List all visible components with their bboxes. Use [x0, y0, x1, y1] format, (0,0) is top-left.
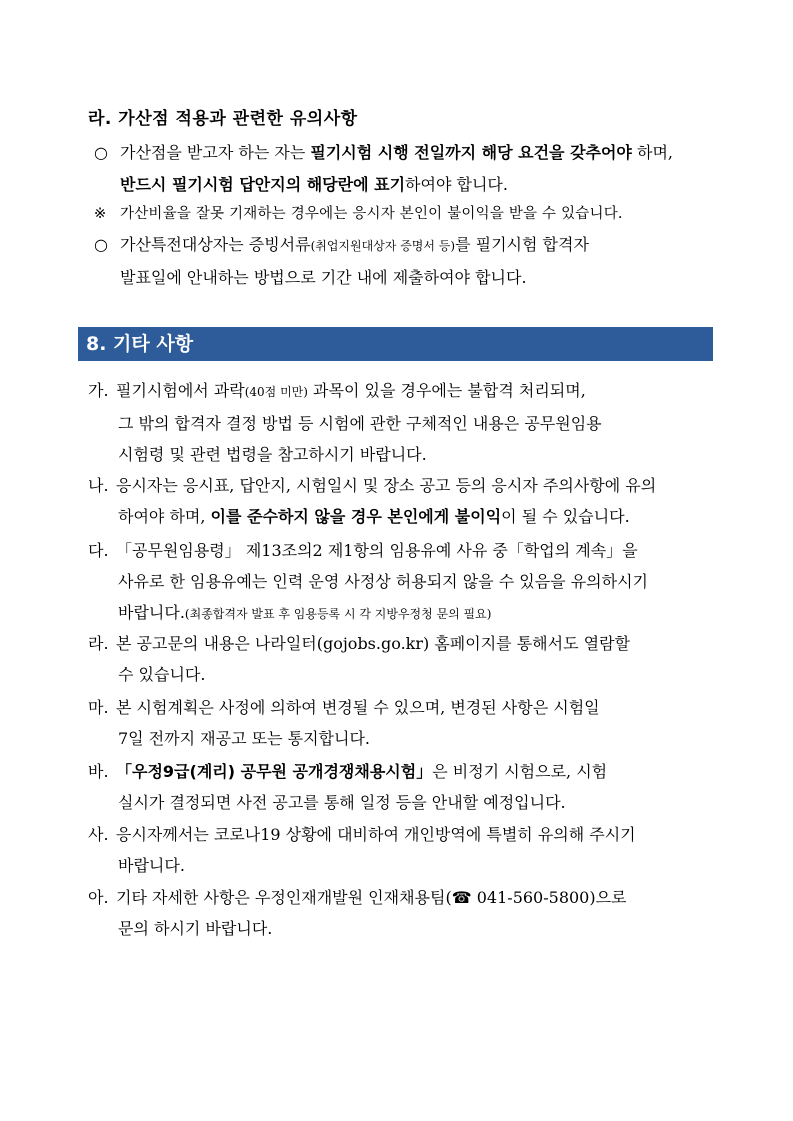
item-label: 마. — [88, 698, 109, 717]
item1-bold-a: 필기시험 시행 전일까지 해당 요건을 갖추어야 — [310, 143, 632, 162]
item-label: 라. — [88, 634, 109, 653]
ra-line1: 본 공고문의 내용은 나라일터(gojobs.go.kr) 홈페이지를 통해서도 열람할 — [116, 634, 630, 653]
a-line1-b: )으로 — [589, 888, 627, 907]
item-label: 사. — [88, 825, 109, 844]
da-line3-a: 바랍니다. — [118, 603, 185, 622]
item2-text-a: 가산특전대상자는 증빙서류 — [120, 235, 311, 254]
phone-number: 041-560-5800 — [471, 888, 590, 907]
item2-text-c: 발표일에 안내하는 방법으로 기간 내에 제출하여야 합니다. — [120, 268, 527, 287]
da-line2: 사유로 한 임용유예는 인력 운영 사정상 허용되지 않을 수 있음을 유의하시기 — [118, 572, 648, 591]
circle-bullet-icon: ○ — [94, 235, 108, 254]
item1-text-a: 가산점을 받고자 하는 자는 — [120, 143, 311, 162]
list-item-a — [88, 882, 720, 944]
na-line2-b: 이 될 수 있습니다. — [501, 507, 630, 526]
item1-bold-b: 반드시 필기시험 답안지의 해당란에 표기 — [120, 175, 406, 194]
item-label: 가. — [88, 381, 109, 400]
bonus-warning-note — [94, 198, 724, 230]
item1-text-b: 하며, — [631, 143, 673, 162]
na-line1: 응시자는 응시표, 답안지, 시험일시 및 장소 공고 등의 응시자 주의사항에 유의 — [116, 476, 657, 495]
da-line3-small: (최종합격자 발표 후 임용등록 시 각 지방우정청 문의 필요) — [184, 607, 492, 621]
ba-line2: 실시가 결정되면 사전 공고를 통해 일정 등을 안내할 예정입니다. — [118, 793, 566, 812]
na-line2-a: 하여야 하며, — [118, 507, 211, 526]
list-item-ga — [88, 375, 720, 470]
list-item-ma — [88, 692, 720, 754]
ga-line3: 시험령 및 관련 법령을 참고하시기 바랍니다. — [118, 445, 427, 464]
item-label: 바. — [88, 762, 109, 781]
ba-line1-b: 은 비정기 시험으로, 시험 — [432, 762, 608, 781]
reference-mark-icon: ※ — [94, 206, 107, 222]
item1-text-c: 하여야 합니다. — [405, 175, 508, 194]
list-item-ba — [88, 756, 720, 818]
section-8-title-bar: 8. 기타 사항 — [78, 327, 713, 361]
item2-text-b: 를 필기시험 합격자 — [455, 235, 589, 254]
sa-line1: 응시자께서는 코로나19 상황에 대비하여 개인방역에 특별히 유의해 주시기 — [116, 825, 636, 844]
bonus-notice-item-1 — [94, 137, 724, 201]
phone-icon: ☎ — [451, 888, 472, 907]
sa-line2: 바랍니다. — [118, 856, 185, 875]
item2-small: (취업지원대상자 증명서 등) — [310, 239, 456, 253]
ra-line2: 수 있습니다. — [118, 665, 206, 684]
ga-line1-a: 필기시험에서 과락 — [116, 381, 245, 400]
list-item-da — [88, 535, 720, 630]
item-label: 나. — [88, 476, 109, 495]
ga-line1-small: (40점 미만) — [244, 385, 308, 399]
ba-line1-bold: 「우정9급(계리) 공무원 공개경쟁채용시험」 — [116, 762, 433, 781]
section-ra-heading: 라. 가산점 적용과 관련한 유의사항 — [88, 109, 358, 129]
item-label: 아. — [88, 888, 109, 907]
da-line1: 「공무원임용령」 제13조의2 제1항의 임용유예 사유 중「학업의 계속」을 — [116, 541, 638, 560]
a-line2: 문의 하시기 바랍니다. — [118, 919, 273, 938]
item-label: 다. — [88, 541, 109, 560]
note-text: 가산비율을 잘못 기재하는 경우에는 응시자 본인이 불이익을 받을 수 있습니다. — [120, 206, 623, 222]
ma-line2: 7일 전까지 재공고 또는 통지합니다. — [118, 729, 370, 748]
list-item-sa — [88, 819, 720, 881]
bonus-notice-item-2 — [94, 229, 724, 294]
ga-line2: 그 밖의 합격자 결정 방법 등 시험에 관한 구체적인 내용은 공무원임용 — [118, 414, 602, 433]
circle-bullet-icon: ○ — [94, 143, 108, 162]
ma-line1: 본 시험계획은 사정에 의하여 변경될 수 있으며, 변경된 사항은 시험일 — [116, 698, 600, 717]
a-line1-a: 기타 자세한 사항은 우정인재개발원 인재채용팀( — [116, 888, 452, 907]
list-item-ra — [88, 628, 720, 690]
na-line2-bold: 이를 준수하지 않을 경우 본인에게 불이익 — [210, 507, 502, 526]
ga-line1-b: 과목이 있을 경우에는 불합격 처리되며, — [307, 381, 586, 400]
list-item-na — [88, 470, 720, 532]
